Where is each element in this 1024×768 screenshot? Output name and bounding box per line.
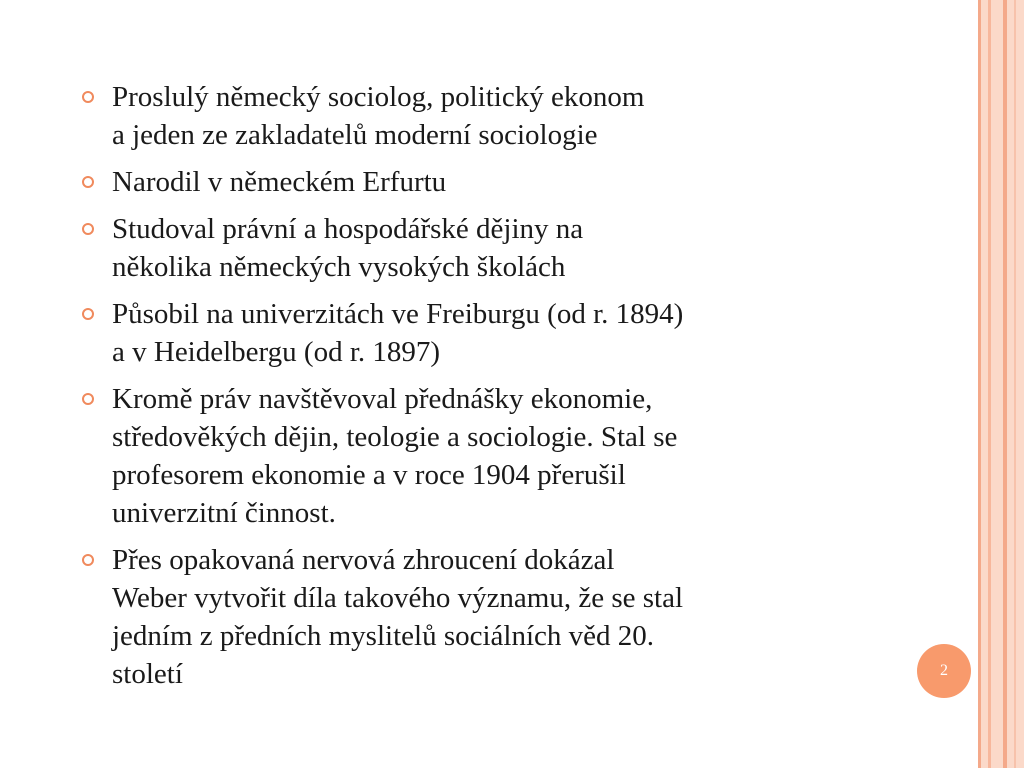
bullet-line: Přes opakovaná nervová zhroucení dokázal	[112, 544, 615, 576]
bullet-line: univerzitní činnost.	[112, 497, 336, 529]
decorative-stripe	[1003, 0, 1007, 768]
bullet-item	[82, 295, 922, 371]
ring-bullet-icon	[82, 223, 94, 235]
bullet-line: a v Heidelbergu (od r. 1897)	[112, 336, 441, 368]
bullet-line: Weber vytvořit díla takového významu, že se stal	[112, 582, 684, 614]
ring-bullet-icon	[82, 176, 94, 188]
ring-bullet-icon	[82, 554, 94, 566]
bullet-list	[82, 78, 922, 693]
bullet-item	[82, 541, 922, 693]
ring-bullet-icon	[82, 91, 94, 103]
decorative-stripe	[1014, 0, 1016, 768]
bullet-line: profesorem ekonomie a v roce 1904 přerušil	[112, 459, 626, 491]
bullet-item	[82, 210, 922, 286]
bullet-line: Studoval právní a hospodářské dějiny na	[112, 213, 584, 245]
decorative-stripe	[988, 0, 991, 768]
page-number-badge: 2	[917, 644, 971, 698]
slide-content	[82, 78, 922, 702]
bullet-line: Proslulý německý sociolog, politický ekonom	[112, 81, 645, 113]
bullet-line: středověkých dějin, teologie a sociologie. Stal se	[112, 421, 678, 453]
bullet-item	[82, 78, 922, 154]
bullet-line: a jeden ze zakladatelů moderní sociologie	[112, 119, 598, 151]
bullet-item	[82, 163, 922, 201]
decorative-stripe-band	[978, 0, 1024, 768]
bullet-line: století	[112, 658, 183, 690]
bullet-line: Působil na univerzitách ve Freiburgu (od r. 1894)	[112, 298, 684, 330]
bullet-line: Kromě práv navštěvoval přednášky ekonomie,	[112, 383, 653, 415]
decorative-stripe	[978, 0, 981, 768]
bullet-line: Narodil v německém Erfurtu	[112, 166, 447, 198]
ring-bullet-icon	[82, 393, 94, 405]
bullet-item	[82, 380, 922, 532]
bullet-line: jedním z předních myslitelů sociálních věd 20.	[112, 620, 655, 652]
ring-bullet-icon	[82, 308, 94, 320]
bullet-line: několika německých vysokých školách	[112, 251, 566, 283]
